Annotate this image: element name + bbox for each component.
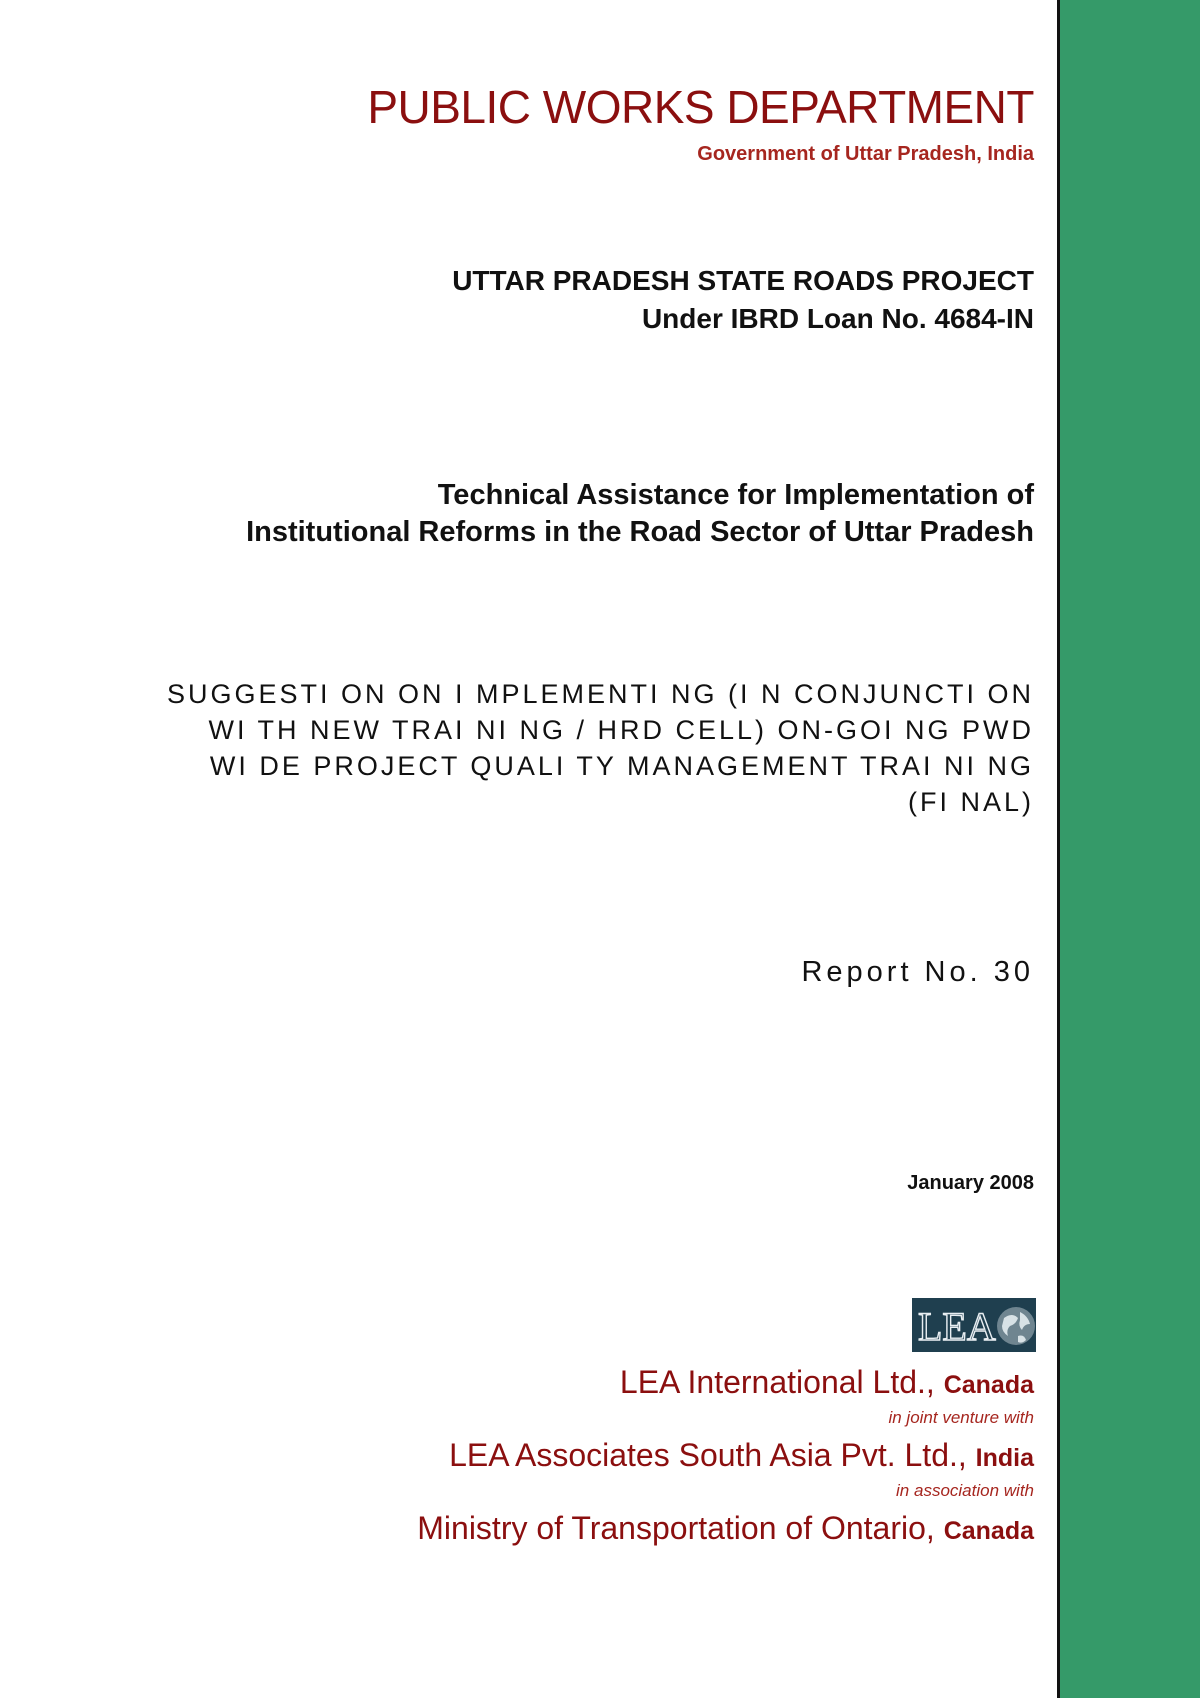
consultant-lea-international — [620, 1364, 1034, 1401]
org-name: LEA Associates South Asia Pvt. Ltd., — [449, 1437, 967, 1473]
association-note: in association with — [896, 1481, 1034, 1500]
org-name: Ministry of Transportation of Ontario, — [417, 1510, 935, 1546]
globe-icon — [997, 1307, 1035, 1345]
side-color-bar — [1057, 0, 1200, 1698]
report-date: January 2008 — [907, 1172, 1034, 1194]
consultant-lea-associates — [449, 1437, 1034, 1474]
org-name: LEA International Ltd., — [619, 1364, 935, 1400]
consultant-ministry-ontario — [417, 1510, 1034, 1547]
org-country: Canada — [943, 1371, 1034, 1399]
lea-logo — [912, 1298, 1036, 1352]
assignment-title — [246, 477, 1034, 551]
report-title-line: SUGGESTI ON ON I MPLEMENTI NG (I N CONJUNCTI ON — [166, 679, 1034, 709]
logo-text: LEA — [918, 1304, 996, 1349]
report-number: Report No. 30 — [801, 956, 1034, 988]
assignment-line-2: Institutional Reforms in the Road Sector of Uttar Pradesh — [246, 516, 1034, 548]
joint-venture-note: in joint venture with — [888, 1408, 1034, 1427]
report-title-line: WI DE PROJECT QUALI TY MANAGEMENT TRAI NI NG — [209, 751, 1034, 781]
department-title: PUBLIC WORKS DEPARTMENT — [367, 81, 1034, 133]
loan-number: Under IBRD Loan No. 4684-IN — [641, 303, 1034, 334]
org-country: India — [975, 1444, 1034, 1472]
government-subtitle: Government of Uttar Pradesh, India — [697, 143, 1034, 165]
org-country: Canada — [943, 1517, 1034, 1545]
report-title — [167, 676, 1034, 820]
project-name: UTTAR PRADESH STATE ROADS PROJECT — [452, 265, 1034, 296]
project-title — [452, 262, 1034, 338]
report-title-line: (FI NAL) — [907, 787, 1034, 817]
assignment-line-1: Technical Assistance for Implementation of — [437, 479, 1034, 511]
report-title-line: WI TH NEW TRAI NI NG / HRD CELL) ON-GOI NG PWD — [208, 715, 1034, 745]
